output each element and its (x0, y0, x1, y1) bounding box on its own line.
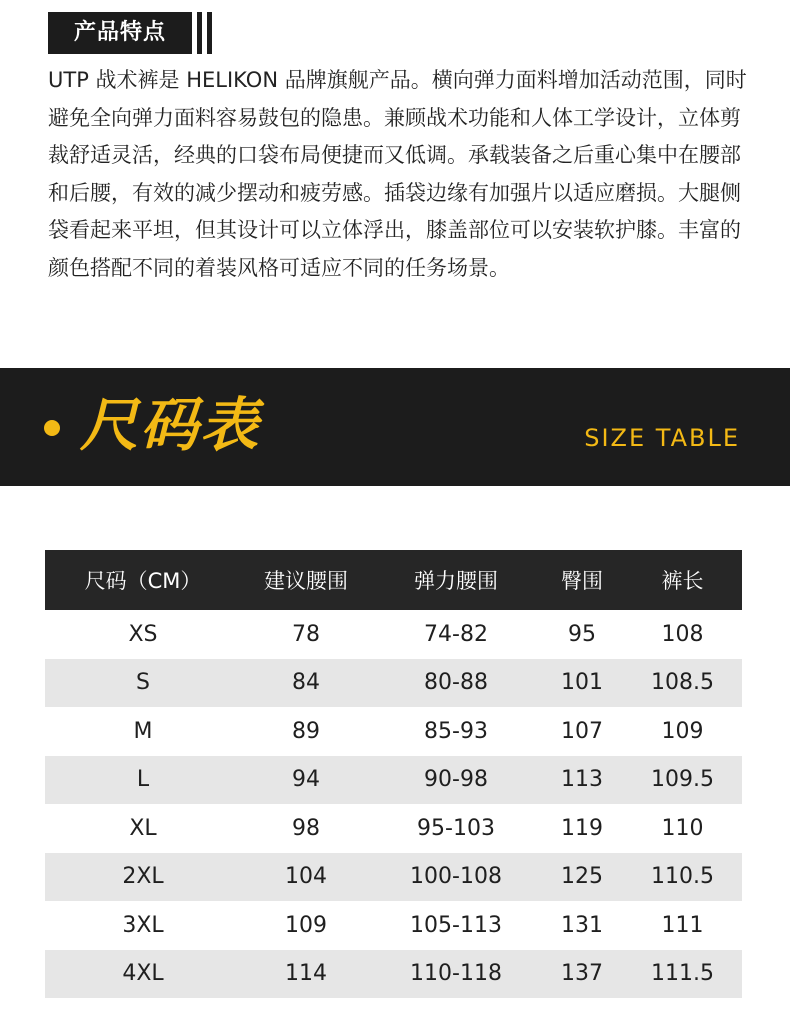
table-cell: 109 (661, 718, 704, 744)
table-cell: S (45, 659, 241, 708)
header-elastic-waist: 弹力腰围 (371, 550, 541, 610)
table-cell: XL (129, 815, 157, 841)
table-cell: 85-93 (424, 718, 488, 744)
table-row (45, 756, 742, 805)
table-cell: 94 (241, 756, 371, 805)
table-cell: 80-88 (371, 659, 541, 708)
table-cell: 89 (292, 718, 320, 744)
table-cell: 110 (661, 815, 704, 841)
table-cell: 125 (541, 853, 623, 902)
table-row (45, 707, 742, 756)
table-cell: 131 (561, 912, 603, 938)
table-cell: 110.5 (623, 853, 742, 902)
table-cell: 108 (661, 621, 704, 647)
table-cell: 108.5 (623, 659, 742, 708)
size-table-banner (0, 368, 790, 486)
feature-tag-label: 产品特点 (48, 12, 192, 54)
table-cell: 74-82 (424, 621, 488, 647)
product-description: UTP 战术裤是 HELIKON 品牌旗舰产品。横向弹力面料增加活动范围，同时避免全向弹力面料容易鼓包的隐患。兼顾战术功能和人体工学设计，立体剪裁舒适灵活，经典的口袋布局便捷而又低调。承载装备之后重心集中在腰部和后腰，有效的减少摆动和疲劳感。插袋边缘有加强片以适应磨损。大腿侧袋看起来平坦，但其设计可以立体浮出，膝盖部位可以安装软护膝。丰富的颜色搭配不同的着装风格可适应不同的任务场景。 (48, 68, 747, 280)
table-cell: 109.5 (623, 756, 742, 805)
table-cell: 105-113 (410, 912, 502, 938)
table-cell: 110-118 (371, 950, 541, 999)
table-cell: 3XL (122, 912, 164, 938)
table-row (45, 804, 742, 853)
table-cell: 111 (661, 912, 704, 938)
table-row (45, 853, 742, 902)
tag-bar-decoration (197, 12, 202, 54)
tag-bar-decoration (207, 12, 212, 54)
table-cell: 100-108 (371, 853, 541, 902)
table-cell: 98 (292, 815, 320, 841)
bullet-dot-icon (44, 420, 60, 436)
table-cell: 137 (541, 950, 623, 999)
table-cell: 95-103 (417, 815, 495, 841)
header-suggested-waist: 建议腰围 (241, 550, 371, 610)
table-cell: 113 (541, 756, 623, 805)
table-cell: 119 (561, 815, 603, 841)
table-row (45, 901, 742, 950)
table-cell: 90-98 (371, 756, 541, 805)
header-length: 裤长 (623, 550, 742, 610)
table-header-row (45, 550, 742, 610)
table-cell: XS (128, 621, 158, 647)
table-cell: 84 (241, 659, 371, 708)
table-cell: L (45, 756, 241, 805)
table-cell: 78 (292, 621, 320, 647)
table-row (45, 950, 742, 999)
feature-section-tag (48, 12, 212, 54)
table-cell: 111.5 (623, 950, 742, 999)
table-cell: 104 (241, 853, 371, 902)
table-cell: 109 (285, 912, 327, 938)
table-cell: 2XL (45, 853, 241, 902)
header-size: 尺码（CM） (45, 550, 241, 610)
banner-title: 尺码表 (80, 391, 261, 459)
table-cell: 107 (561, 718, 603, 744)
table-cell: 114 (241, 950, 371, 999)
table-cell: 101 (541, 659, 623, 708)
table-cell: 95 (568, 621, 596, 647)
table-row (45, 610, 742, 659)
banner-subtitle: SIZE TABLE (584, 424, 740, 452)
table-cell: M (133, 718, 153, 744)
header-hip: 臀围 (541, 550, 623, 610)
size-table (45, 550, 742, 998)
table-row (45, 659, 742, 708)
table-cell: 4XL (45, 950, 241, 999)
